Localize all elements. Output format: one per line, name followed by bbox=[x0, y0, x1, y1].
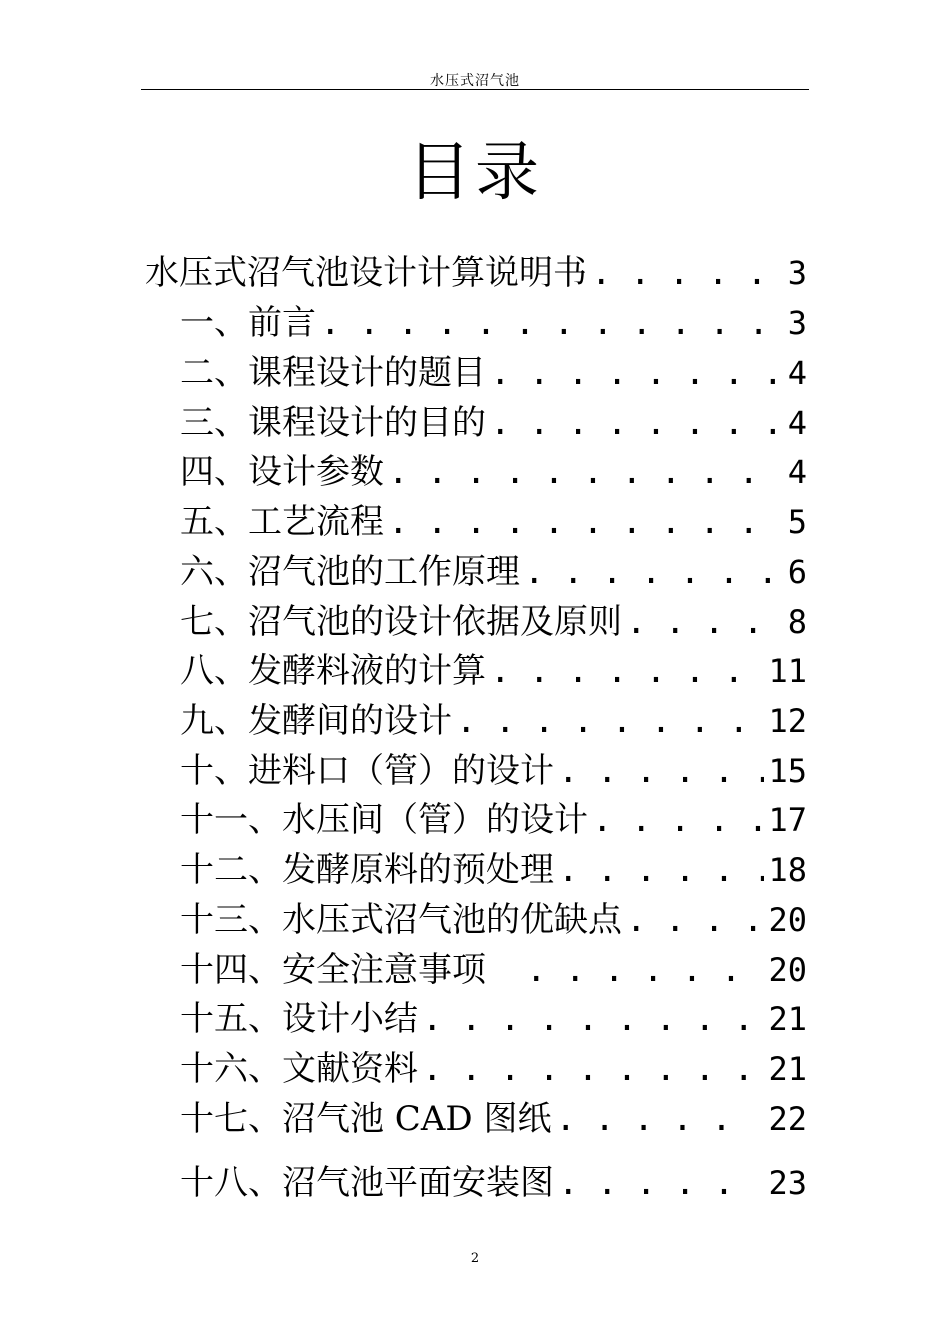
dot-leader bbox=[490, 348, 784, 398]
toc-entry-label: 二、课程设计的题目 bbox=[180, 353, 486, 393]
toc-entry-label: 一、前言 bbox=[180, 303, 316, 343]
toc-entry[interactable] bbox=[180, 746, 807, 796]
toc-entry-label: 十、进料口（管）的设计 bbox=[180, 751, 554, 791]
toc-entry[interactable] bbox=[180, 795, 807, 845]
toc-entry-page: 22 bbox=[768, 1100, 807, 1138]
toc-entry[interactable] bbox=[180, 447, 807, 497]
toc-entry[interactable] bbox=[180, 994, 807, 1044]
toc-entry-page: 21 bbox=[768, 1000, 807, 1038]
dot-leader bbox=[422, 1044, 764, 1094]
toc-entry-page: 3 bbox=[787, 254, 807, 292]
toc-entry[interactable] bbox=[180, 497, 807, 547]
dot-leader bbox=[558, 1158, 748, 1208]
toc-entry[interactable] bbox=[180, 895, 807, 945]
toc-entry-label: 五、工艺流程 bbox=[180, 502, 384, 542]
toc-entry-page: 20 bbox=[768, 901, 807, 939]
toc-entry-label: 十一、水压间（管）的设计 bbox=[180, 800, 588, 840]
toc-title: 目录 bbox=[407, 136, 543, 210]
toc-entry[interactable] bbox=[180, 1044, 807, 1094]
dot-leader bbox=[490, 398, 784, 448]
toc-entry-page: 5 bbox=[787, 503, 807, 541]
toc-entry-label: 十六、文献资料 bbox=[180, 1049, 418, 1089]
toc-entry[interactable] bbox=[180, 348, 807, 398]
running-header: 水压式沼气池 bbox=[430, 73, 520, 89]
page-number: 2 bbox=[470, 1251, 480, 1266]
toc-entry-label: 十三、水压式沼气池的优缺点 bbox=[180, 900, 622, 940]
dot-leader bbox=[626, 895, 764, 945]
toc-entry-page: 20 bbox=[768, 951, 807, 989]
toc-entry-label: 四、设计参数 bbox=[180, 452, 384, 492]
dot-leader bbox=[558, 845, 764, 895]
toc-entry-page: 17 bbox=[768, 801, 807, 839]
toc-entry-page: 11 bbox=[768, 652, 807, 690]
toc-entry-label: 七、沼气池的设计依据及原则 bbox=[180, 602, 622, 642]
dot-leader bbox=[320, 298, 784, 348]
toc-entry[interactable] bbox=[180, 547, 807, 597]
dot-leader bbox=[526, 945, 764, 995]
dot-leader bbox=[555, 1094, 748, 1144]
toc-entry[interactable] bbox=[180, 398, 807, 448]
dot-leader bbox=[456, 696, 764, 746]
dot-leader bbox=[592, 795, 764, 845]
toc-entry-page: 8 bbox=[787, 603, 807, 641]
toc-entry-label: 九、发酵间的设计 bbox=[180, 701, 452, 741]
toc-entry-label: 六、沼气池的工作原理 bbox=[180, 552, 520, 592]
toc-entry[interactable] bbox=[180, 945, 807, 995]
header-rule bbox=[141, 89, 809, 90]
toc-entry-page: 18 bbox=[768, 851, 807, 889]
toc-entry[interactable] bbox=[180, 1158, 807, 1208]
toc-entry-label: 十七、沼气池 CAD 图纸 bbox=[180, 1099, 552, 1139]
dot-leader bbox=[388, 497, 784, 547]
toc-entry-label: 八、发酵料液的计算 bbox=[180, 651, 486, 691]
toc-entry-label: 三、课程设计的目的 bbox=[180, 403, 486, 443]
toc-entry[interactable] bbox=[180, 298, 807, 348]
dot-leader bbox=[422, 994, 764, 1044]
dot-leader bbox=[490, 646, 764, 696]
dot-leader bbox=[524, 547, 784, 597]
toc-entry-page: 3 bbox=[787, 304, 807, 342]
dot-leader bbox=[591, 248, 784, 298]
dot-leader bbox=[558, 746, 764, 796]
toc-entry-page: 4 bbox=[787, 404, 807, 442]
toc-entry-page: 21 bbox=[768, 1050, 807, 1088]
toc-entry-page: 4 bbox=[787, 453, 807, 491]
toc-entry[interactable] bbox=[180, 646, 807, 696]
toc-entry-page: 6 bbox=[787, 553, 807, 591]
toc-entry-label: 十五、设计小结 bbox=[180, 999, 418, 1039]
toc-entry-label: 十八、沼气池平面安装图 bbox=[180, 1163, 554, 1203]
toc-entry[interactable] bbox=[180, 696, 807, 746]
toc-entry-page: 12 bbox=[768, 702, 807, 740]
toc-entry-label: 水压式沼气池设计计算说明书 bbox=[145, 253, 587, 293]
toc-entry-page: 23 bbox=[768, 1164, 807, 1202]
toc-entry[interactable] bbox=[180, 845, 807, 895]
toc-entry[interactable] bbox=[180, 597, 807, 647]
toc-entry[interactable] bbox=[145, 248, 807, 298]
dot-leader bbox=[388, 447, 784, 497]
toc-entry-page: 4 bbox=[787, 354, 807, 392]
toc-entry-page: 15 bbox=[768, 752, 807, 790]
dot-leader bbox=[626, 597, 784, 647]
toc-entry[interactable] bbox=[180, 1094, 807, 1144]
toc-entry-label: 十二、发酵原料的预处理 bbox=[180, 850, 554, 890]
toc-entry-label: 十四、安全注意事项 bbox=[180, 950, 486, 990]
